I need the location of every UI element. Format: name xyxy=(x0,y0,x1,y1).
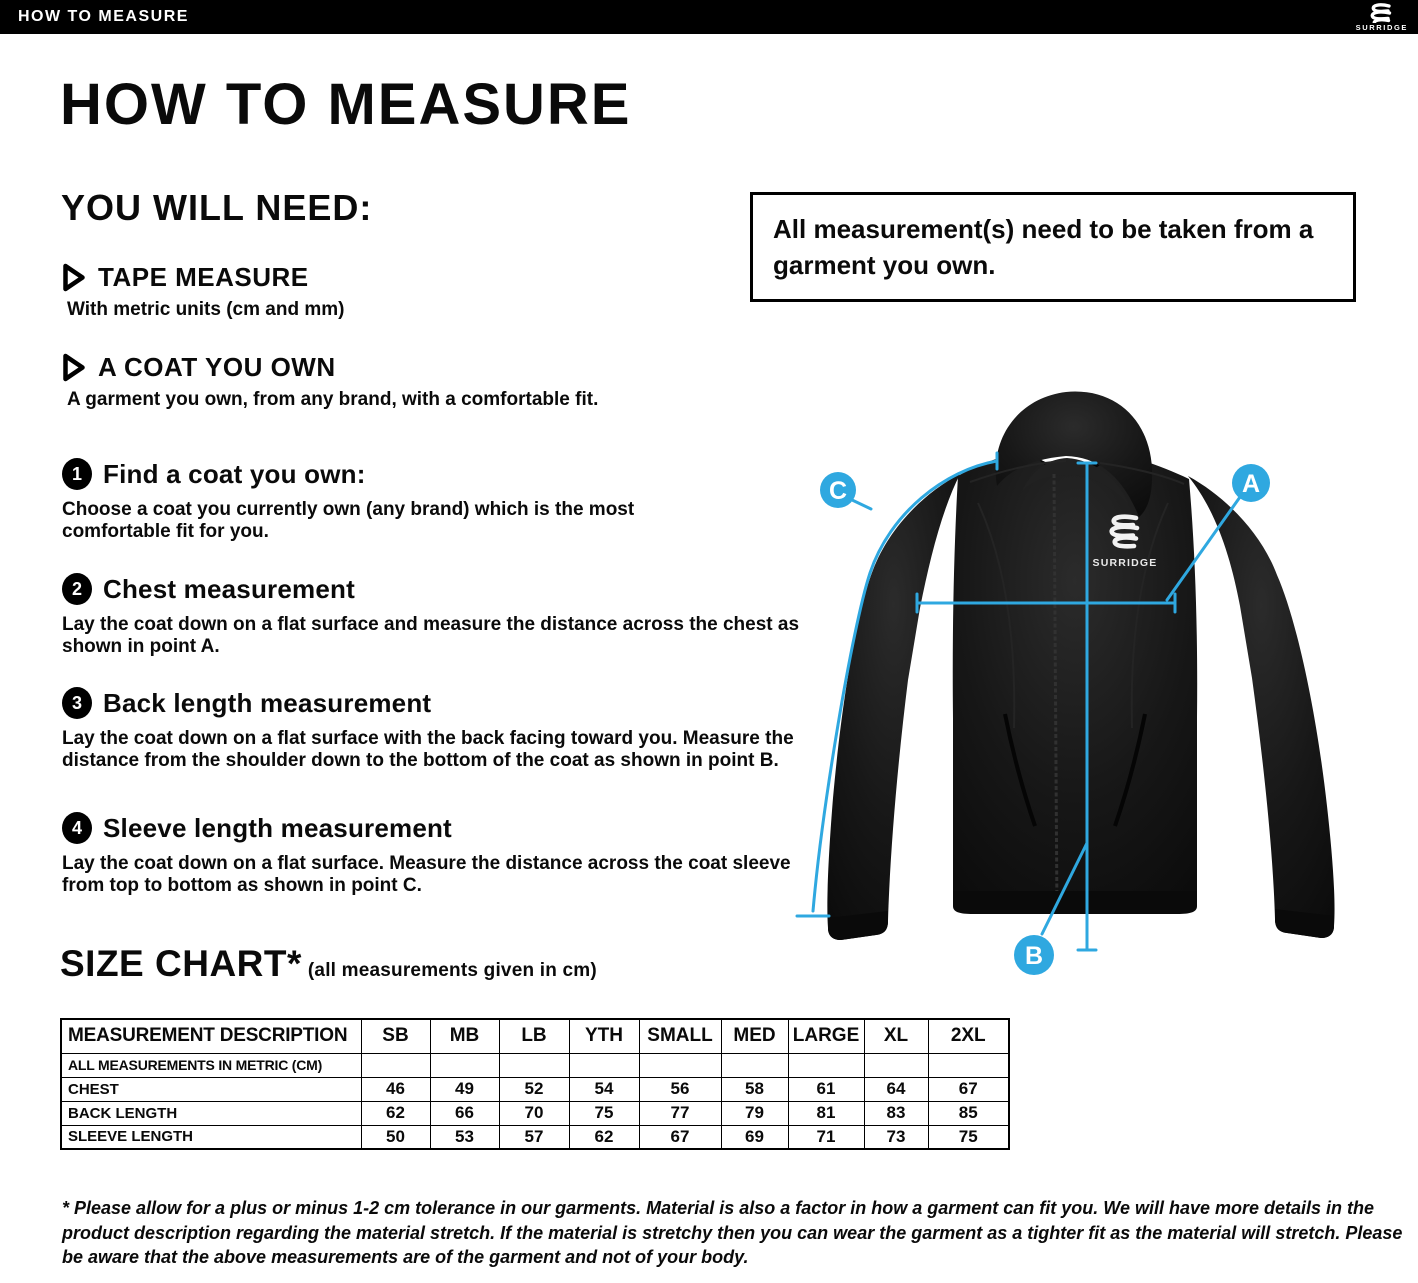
table-row-back-length xyxy=(61,1101,1009,1125)
need-item-title: A COAT YOU OWN xyxy=(98,352,336,382)
step-4 xyxy=(62,812,802,897)
table-cell: 62 xyxy=(569,1125,639,1149)
table-cell: 70 xyxy=(499,1101,569,1125)
table-cell: 79 xyxy=(721,1101,788,1125)
table-cell: 58 xyxy=(721,1077,788,1101)
table-cell xyxy=(361,1053,430,1077)
top-bar-title: HOW TO MEASURE xyxy=(18,8,189,25)
table-cell: 71 xyxy=(788,1125,864,1149)
size-chart-heading xyxy=(60,945,597,982)
tolerance-footnote: * Please allow for a plus or minus 1-2 cm tolerance in our garments. Material is also a factor in how a garment can fit you. We will have more details in the product description regarding the material stretch. If the material is stretchy then you can wear the garment as a tighter fit as the material will stretch. Please be aware that the above measurements are of the garment and not of your body. xyxy=(62,1198,1403,1267)
need-item-desc: With metric units (cm and mm) xyxy=(67,299,345,320)
need-item-desc: A garment you own, from any brand, with a comfortable fit. xyxy=(67,389,599,410)
need-item-coat xyxy=(62,352,598,411)
table-header-row xyxy=(61,1019,1009,1053)
table-cell xyxy=(788,1053,864,1077)
table-header-cell: 2XL xyxy=(928,1019,1009,1053)
table-cell xyxy=(569,1053,639,1077)
table-cell: 81 xyxy=(788,1101,864,1125)
size-chart-subtitle: (all measurements given in cm) xyxy=(307,960,597,981)
note-box xyxy=(750,192,1356,302)
note-box-text: All measurement(s) need to be taken from a garment you own. xyxy=(773,214,1314,280)
point-a-label: A xyxy=(1241,470,1261,498)
step-title: Chest measurement xyxy=(103,573,355,604)
table-cell: BACK LENGTH xyxy=(61,1101,361,1125)
page-title: HOW TO MEASURE xyxy=(60,72,632,137)
jacket-logo-text: SURRIDGE xyxy=(1092,557,1158,569)
table-cell: 73 xyxy=(864,1125,928,1149)
table-header-cell: YTH xyxy=(569,1019,639,1053)
jacket-diagram xyxy=(770,378,1418,1003)
step-number-badge: 4 xyxy=(62,812,92,844)
step-number-badge: 3 xyxy=(62,687,92,719)
table-header-cell: SB xyxy=(361,1019,430,1053)
table-cell xyxy=(499,1053,569,1077)
table-cell xyxy=(864,1053,928,1077)
step-1 xyxy=(62,458,722,543)
size-chart-title: SIZE CHART* xyxy=(60,943,302,984)
c-leader-line xyxy=(850,499,871,509)
table-cell: 66 xyxy=(430,1101,499,1125)
table-cell: 77 xyxy=(639,1101,721,1125)
table-header-cell: MED xyxy=(721,1019,788,1053)
table-cell: CHEST xyxy=(61,1077,361,1101)
triangle-bullet-icon xyxy=(62,353,86,382)
step-number-badge: 1 xyxy=(62,458,92,490)
table-cell: 62 xyxy=(361,1101,430,1125)
table-header-cell: SMALL xyxy=(639,1019,721,1053)
table-header-cell: MB xyxy=(430,1019,499,1053)
surridge-logo[interactable] xyxy=(1356,3,1408,32)
step-desc: Lay the coat down on a flat surface and measure the distance across the chest as shown in point A. xyxy=(62,614,800,657)
size-chart-table xyxy=(60,1018,1010,1150)
table-row-sleeve-length xyxy=(61,1125,1009,1149)
table-header-cell: LARGE xyxy=(788,1019,864,1053)
table-cell: 50 xyxy=(361,1125,430,1149)
step-2 xyxy=(62,573,802,658)
step-desc: Choose a coat you currently own (any brand) which is the most comfortable fit for you. xyxy=(62,499,635,542)
table-cell xyxy=(639,1053,721,1077)
table-cell: 54 xyxy=(569,1077,639,1101)
point-b-label: B xyxy=(1024,942,1044,970)
step-desc: Lay the coat down on a flat surface. Measure the distance across the coat sleeve from top to bottom as shown in point C. xyxy=(62,853,791,896)
table-cell: 52 xyxy=(499,1077,569,1101)
table-cell: 61 xyxy=(788,1077,864,1101)
table-cell: 83 xyxy=(864,1101,928,1125)
surridge-logo-text: SURRIDGE xyxy=(1355,22,1408,32)
table-cell: 67 xyxy=(639,1125,721,1149)
table-cell xyxy=(430,1053,499,1077)
table-header-cell: LB xyxy=(499,1019,569,1053)
triangle-bullet-icon xyxy=(62,263,86,292)
table-row-metric-note xyxy=(61,1053,1009,1077)
table-cell: 75 xyxy=(928,1125,1009,1149)
step-title: Find a coat you own: xyxy=(103,458,366,489)
table-cell: 67 xyxy=(928,1077,1009,1101)
table-cell: 53 xyxy=(430,1125,499,1149)
surridge-s-icon xyxy=(1367,3,1397,23)
table-cell: 64 xyxy=(864,1077,928,1101)
table-cell: 49 xyxy=(430,1077,499,1101)
table-cell: SLEEVE LENGTH xyxy=(61,1125,361,1149)
you-will-need-heading: YOU WILL NEED: xyxy=(61,187,373,228)
table-cell: 85 xyxy=(928,1101,1009,1125)
table-cell: 75 xyxy=(569,1101,639,1125)
need-item-tape-measure xyxy=(62,262,344,321)
table-row-chest xyxy=(61,1077,1009,1101)
step-number-badge: 2 xyxy=(62,573,92,605)
table-cell xyxy=(721,1053,788,1077)
table-cell: 46 xyxy=(361,1077,430,1101)
table-cell: 56 xyxy=(639,1077,721,1101)
step-desc: Lay the coat down on a flat surface with the back facing toward you. Measure the distance from the shoulder down to the bottom of the coat as shown in point B. xyxy=(62,728,794,771)
table-cell xyxy=(928,1053,1009,1077)
table-cell: ALL MEASUREMENTS IN METRIC (CM) xyxy=(61,1053,361,1077)
step-title: Sleeve length measurement xyxy=(103,812,452,843)
table-header-cell: XL xyxy=(864,1019,928,1053)
point-c-label: C xyxy=(828,477,848,505)
step-title: Back length measurement xyxy=(103,687,432,718)
step-3 xyxy=(62,687,797,772)
need-item-title: TAPE MEASURE xyxy=(98,262,309,292)
table-header-cell: MEASUREMENT DESCRIPTION xyxy=(61,1019,361,1053)
top-bar xyxy=(0,0,1418,34)
table-cell: 57 xyxy=(499,1125,569,1149)
table-cell: 69 xyxy=(721,1125,788,1149)
